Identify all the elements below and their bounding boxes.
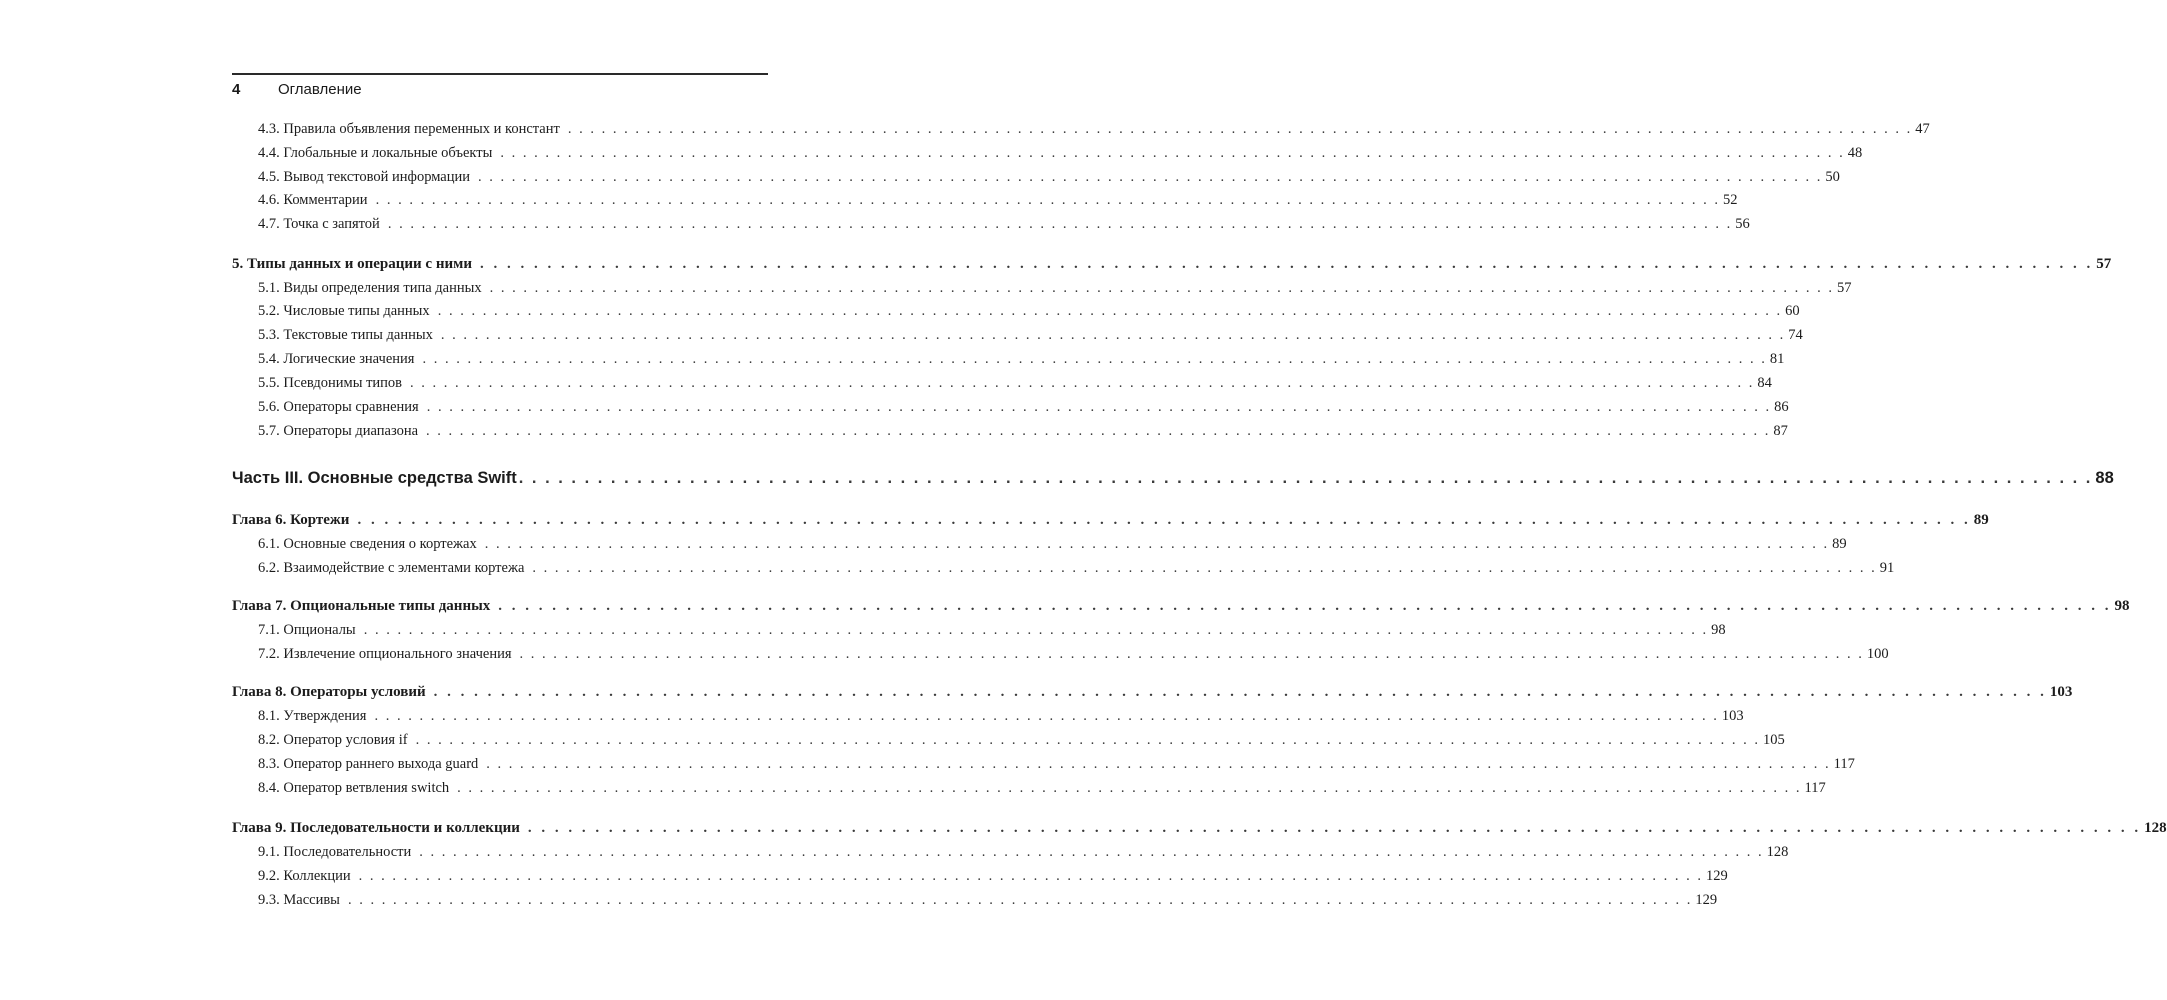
dot-leader: . . . . . . . . . . . . . . . . . . . . . . . . . . . . . . . . . . . . . . . . . . . . . . . . . . . . . . . . . . . . . . . . . . . . . . . . . . . . . . . . . . . . . . . . . . . . . . . . . . . . . . . . . . . . . . . . . . . . . . . . [440, 326, 1786, 343]
toc-page-number: 129 [1695, 891, 1718, 908]
dot-leader: . . . . . . . . . . . . . . . . . . . . . . . . . . . . . . . . . . . . . . . . . . . . . . . . . . . . . . . . . . . . . . . . . . . . . . . . . . . . . . . . . . . . . . . . . . . . . . . . . . . . . . . . . . . . . . . . . . . . . . . . [498, 597, 2112, 614]
toc-part-entry [232, 467, 2114, 489]
toc-entry-title: Глава 8. Операторы условий [232, 683, 426, 700]
toc-section-entry [258, 118, 1930, 140]
toc-entry-title: 6.2. Взаимодействие с элементами кортежа [258, 559, 525, 576]
toc-entry-title: 8.2. Оператор условия if [258, 731, 408, 748]
toc-page-number: 56 [1735, 215, 1750, 232]
dot-leader: . . . . . . . . . . . . . . . . . . . . . . . . . . . . . . . . . . . . . . . . . . . . . . . . . . . . . . . . . . . . . . . . . . . . . . . . . . . . . . . . . . . . . . . . . . . . . . . . . . . . . . . . . . . . . . . . . . . . . . . . [375, 191, 1720, 208]
toc-entry-title: 5.3. Текстовые типы данных [258, 326, 433, 343]
toc-entry-title: 5.5. Псевдонимы типов [258, 374, 403, 391]
toc-entry-title: 8.3. Оператор раннего выхода guard [258, 755, 479, 772]
toc-entry-title: Часть III. Основные средства Swift [232, 468, 517, 487]
toc-entry-title: 4.6. Комментарии [258, 191, 368, 208]
dot-leader: . . . . . . . . . . . . . . . . . . . . . . . . . . . . . . . . . . . . . . . . . . . . . . . . . . . . . . . . . . . . . . . . . . . . . . . . . . . . . . . . . . . . . . . . . . . . . . . . . . . . . . . . . . . . . . . . . . . . . . . . [519, 645, 1864, 662]
dot-leader: . . . . . . . . . . . . . . . . . . . . . . . . . . . . . . . . . . . . . . . . . . . . . . . . . . . . . . . . . . . . . . . . . . . . . . . . . . . . . . . . . . . . . . . . . . . . . . . . . . . . . . . . . . . . . . . . . . . . . . . . [347, 891, 1693, 908]
toc-page-number: 91 [1879, 559, 1895, 576]
dot-leader: . . . . . . . . . . . . . . . . . . . . . . . . . . . . . . . . . . . . . . . . . . . . . . . . . . . . . . . . . . . . . . . . . . . . . . . . . . . . . . . . . . . . . . . . . . . . . . . . . . . . . . . . . . . . . . . . . . . . . . . . [532, 559, 1877, 576]
dot-leader: . . . . . . . . . . . . . . . . . . . . . . . . . . . . . . . . . . . . . . . . . . . . . . . . . . . . . . . . . . . . . . . . . . . . . . . . . . . . . . . . . . . . . . . . . . . . . . . . . . . . . . . . . . . . . . . . . . . . . . . . [457, 779, 1802, 796]
toc-page-number: 98 [1711, 621, 1726, 638]
toc-chapter-entry [232, 681, 2073, 703]
toc-page-number: 98 [2114, 597, 2130, 614]
toc-section-entry [258, 372, 1772, 394]
toc-chapter-entry [232, 817, 2167, 839]
toc-entry-title: 7.1. Опционалы [258, 621, 356, 638]
toc-page-number: 103 [2049, 683, 2073, 700]
toc-section-entry [258, 213, 1750, 235]
toc-page-number: 128 [2144, 819, 2167, 836]
toc-section-entry [258, 277, 1852, 299]
dot-leader: . . . . . . . . . . . . . . . . . . . . . . . . . . . . . . . . . . . . . . . . . . . . . . . . . . . . . . . . . . . . . . . . . . . . . . . . . . . . . . . . . . . . . . . . . . . . . . . . . . . . . . . . . . . . . . . . . . . . . . . . [357, 511, 1971, 528]
toc-chapter-entry [232, 595, 2130, 617]
toc-entry-title: 8.1. Утверждения [258, 707, 367, 724]
running-title: Оглавление [278, 80, 362, 98]
toc-page-number: 103 [1721, 707, 1744, 724]
toc-section-entry [258, 142, 1863, 164]
toc-entry-title: Глава 7. Опциональные типы данных [232, 597, 491, 614]
toc-section-entry [258, 533, 1847, 555]
toc-entry-title: 5.1. Виды определения типа данных [258, 279, 482, 296]
toc-entry-title: 9.2. Коллекции [258, 867, 351, 884]
toc-entry-title: 7.2. Извлечение опционального значения [258, 645, 512, 662]
toc-entry-title: 5.6. Операторы сравнения [258, 398, 419, 415]
toc-page-number: 117 [1833, 755, 1855, 772]
dot-leader: . . . . . . . . . . . . . . . . . . . . . . . . . . . . . . . . . . . . . . . . . . . . . . . . . . . . . . . . . . . . . . . . . . . . . . . . . . . . . . . . . . . . . . . . . . . . . . . . . . . . . . . . . . . . . . . . . . . . . . . . [484, 535, 1830, 552]
toc-entry-title: 9.3. Массивы [258, 891, 340, 908]
dot-leader: . . . . . . . . . . . . . . . . . . . . . . . . . . . . . . . . . . . . . . . . . . . . . . . . . . . . . . . . . . . . . . . . . . . . . . . . . . . . . . . . . . . . . . . . . . . . . . . . . . . . . . . . . . . . . . . . . . . . . . . . [479, 255, 2094, 272]
toc-section-entry [258, 889, 1718, 911]
toc-page-number: 60 [1785, 302, 1800, 319]
toc-section-entry [258, 348, 1785, 370]
toc-page-number: 52 [1722, 191, 1738, 208]
toc-page-number: 57 [2096, 255, 2112, 272]
toc-entry-title: 9.1. Последовательности [258, 843, 412, 860]
toc-entry-title: 6.1. Основные сведения о кортежах [258, 535, 477, 552]
dot-leader: . . . . . . . . . . . . . . . . . . . . . . . . . . . . . . . . . . . . . . . . . . . . . . . . . . . . . . . . . . . . . . . . . . . . . . . . . . . . . . . . . . . . . . . . . . . . . . . . . . . . . . . . . . . . . . . . . . . . . . . . [437, 302, 1783, 319]
toc-section-entry [258, 619, 1726, 641]
toc-page-number: 87 [1773, 422, 1788, 439]
toc-page-number: 57 [1836, 279, 1852, 296]
toc-page-number: 81 [1769, 350, 1785, 367]
dot-leader: . . . . . . . . . . . . . . . . . . . . . . . . . . . . . . . . . . . . . . . . . . . . . . . . . . . . . . . . . . . . . . . . . . . . . . . . . . . . . . . . . . . . . . . . . . . . . . . . . . . . . . . . . . . . . . . . . . . . . . . . [478, 168, 1823, 185]
dot-leader: . . . . . . . . . . . . . . . . . . . . . . . . . . . . . . . . . . . . . . . . . . . . . . . . . . . . . . . . . . . . . . . . . . . . . . . . . . . . . . . . . . . . . . . . . . . . . . . . . . . . . . . . . . . . . . . . . . . . . . . . [419, 843, 1764, 860]
toc-section-entry [258, 753, 1855, 775]
toc-entry-title: Глава 9. Последовательности и коллекции [232, 819, 520, 836]
toc-section-entry [258, 865, 1728, 887]
toc-page-number: 88 [2095, 468, 2114, 487]
toc-section-entry [258, 396, 1789, 418]
toc-section-entry [258, 420, 1788, 442]
toc-chapter-entry [232, 253, 2112, 275]
toc-section-entry [258, 841, 1789, 863]
toc-section-entry [258, 729, 1785, 751]
toc-section-entry [258, 300, 1800, 322]
toc-page-number: 84 [1757, 374, 1772, 391]
toc-entry-title: 4.7. Точка с запятой [258, 215, 380, 232]
toc-section-entry [258, 643, 1889, 665]
toc-entry-title: 5.7. Операторы диапазона [258, 422, 419, 439]
toc-entry-title: 5.4. Логические значения [258, 350, 415, 367]
toc-entry-title: 4.5. Вывод текстовой информации [258, 168, 471, 185]
toc-section-entry [258, 189, 1738, 211]
dot-leader: . . . . . . . . . . . . . . . . . . . . . . . . . . . . . . . . . . . . . . . . . . . . . . . . . . . . . . . . . . . . . . . . . . . . . . . . . . . . . . . . . . . . . . . . . . . . . . . . . . . . . . . . . . . . . . . . . . . . . . . . [426, 398, 1772, 415]
toc-entry-title: 8.4. Оператор ветвления switch [258, 779, 450, 796]
toc-entry-title: 5. Типы данных и операции с ними [232, 255, 472, 272]
toc-entry-title: 4.4. Глобальные и локальные объекты [258, 144, 493, 161]
dot-leader: . . . . . . . . . . . . . . . . . . . . . . . . . . . . . . . . . . . . . . . . . . . . . . . . . . . . . . . . . . . . . . . . . . . . . . . . . . . . . . . . . . . . . . . . . . . . . . . . . . . . . . . . . . . . . . . . . . . . . . . . [358, 867, 1703, 884]
toc-entry-title: 4.3. Правила объявления переменных и констант [258, 120, 560, 137]
dot-leader: . . . . . . . . . . . . . . . . . . . . . . . . . . . . . . . . . . . . . . . . . . . . . . . . . . . . . . . . . . . . . . . . . . . . . . . . . . . . . . . . . . . . . . . . . . . . . . . . . . . . . . . . . . . . . . . . . . . . . . . . [422, 350, 1767, 367]
dot-leader: . . . . . . . . . . . . . . . . . . . . . . . . . . . . . . . . . . . . . . . . . . . . . . . . . . . . . . . . . . . . . . . . . . . . . . . . . . . . . . . . . . . . . . . . . . . . . . . . . . . . . . . . . . . . . . . . . . . . . . . . [426, 422, 1771, 439]
toc-page-number: 48 [1847, 144, 1863, 161]
toc-entry-title: Глава 6. Кортежи [232, 511, 350, 528]
toc-entry-title: 5.2. Числовые типы данных [258, 302, 430, 319]
dot-leader: . . . . . . . . . . . . . . . . . . . . . . . . . . . . . . . . . . . . . . . . . . . . . . . . . . . . . . . . . . . . . . . . . . . . . . . . . . . . . . . . . . . . . . . . . . . . . . . . . . . . . . . . . . . . . . . . . . . . . . . . [500, 144, 1845, 161]
toc-page-number: 89 [1973, 511, 1989, 528]
toc-page-number: 50 [1825, 168, 1840, 185]
toc-page-number: 89 [1832, 535, 1847, 552]
toc-page-number: 117 [1804, 779, 1826, 796]
toc-section-entry [258, 705, 1744, 727]
toc-page-number: 47 [1915, 120, 1930, 137]
page-number: 4 [232, 80, 241, 98]
dot-leader: . . . . . . . . . . . . . . . . . . . . . . . . . . . . . . . . . . . . . . . . . . . . . . . . . . . . . . . . . . . . . . . . . . . . . . . . . . . . . . . . . . . . . . . . . . . . . . . . . . . . . . . . . . . . . . . . . . . . . . . . [363, 621, 1709, 638]
dot-leader: . . . . . . . . . . . . . . . . . . . . . . . . . . . . . . . . . . . . . . . . . . . . . . . . . . . . . . . . . . . . . . . . . . . . . . . . . . . . . . . . . . . . . . . . . . . . . . . . . . . . . . . . . . . . . . . . . . . . . . . . [374, 707, 1719, 724]
dot-leader: . . . . . . . . . . . . . . . . . . . . . . . . . . . . . . . . . . . . . . . . . . . . . . . . . . . . . . . . . . . . . . . . . . . . . . . . . . . . . . . . . . . . . . . . . . . . . . . . . . . . . . . . . . . . . . . . . . . . . . . . [387, 215, 1733, 232]
toc-section-entry [258, 324, 1803, 346]
dot-leader: . . . . . . . . . . . . . . . . . . . . . . . . . . . . . . . . . . . . . . . . . . . . . . . . . . . . . . . . . . . . . . . . . . . . . . . . . . . . . . . . . . . . . . . . . . . . . . . . . . . . . . . . . . . . . . . . . . . . . . . . [433, 683, 2047, 700]
toc-section-entry [258, 166, 1840, 188]
toc-chapter-entry [232, 509, 1989, 531]
toc-section-entry [258, 777, 1826, 799]
toc-page-number: 74 [1788, 326, 1803, 343]
dot-leader: . . . . . . . . . . . . . . . . . . . . . . . . . . . . . . . . . . . . . . . . . . . . . . . . . . . . . . . . . . . . . . . . . . . . . . . . . . . . . . . . . . . . . . . . . . . . . . . . . . . . . . . . . . . . . . . . . . . . . . . . [410, 374, 1755, 391]
toc-page-number: 105 [1762, 731, 1785, 748]
toc-section-entry [258, 557, 1895, 579]
dot-leader: . . . . . . . . . . . . . . . . . . . . . . . . . . . . . . . . . . . . . . . . . . . . . . . . . . . . . . . . . . . . . . . . . . . . . . . . . . . . . . . . . . . . . . . . . . . . . . . . . . . . . . . . . . . . . . . . . . . . . . . . [415, 731, 1760, 748]
dot-leader: . . . . . . . . . . . . . . . . . . . . . . . . . . . . . . . . . . . . . . . . . . . . . . . . . . . . . . . . . . . . . . . . . . . . . . . . . . . . . . . . . . . . . . . . . . . . . . . . . . . . . . . . . . . . . . . . . . . . . . . . [527, 819, 2142, 836]
dot-leader: . . . . . . . . . . . . . . . . . . . . . . . . . . . . . . . . . . . . . . . . . . . . . . . . . . . . . . . . . . . . . . . . . . . . . . . . . . . . . . . . . . . . . . . . . . . . . . . . . . . . . . . . . . . . . . . . . . . . . . . . [489, 279, 1834, 296]
dot-leader: . . . . . . . . . . . . . . . . . . . . . . . . . . . . . . . . . . . . . . . . . . . . . . . . . . . . . . . . . . . . . . . . . . . . . . . . . . . . . . . . . . . . . . . . . . . . . . . . . . . . . . . . . . . . . . . . . . . . . . . . [486, 755, 1831, 772]
toc-page-number: 128 [1766, 843, 1789, 860]
dot-leader: . . . . . . . . . . . . . . . . . . . . . . . . . . . . . . . . . . . . . . . . . . . . . . . . . . . . . . . . . . . . . . . . . . . . . . . . . . . . . . . . . . . . . . . . . . . . . . . . . . . . . . . . . . . . . . . . . . . . . . . . [567, 120, 1913, 137]
toc-page-number: 129 [1706, 867, 1728, 884]
dot-leader: . . . . . . . . . . . . . . . . . . . . . . . . . . . . . . . . . . . . . . . . . . . . . . . . . . . . . . . . . . . . . . . . . . . . . . . . . . . . . . . . . . . . . . . . . . . . . . . . . . . . . . . . . . . . . . . . . . . . . . . . [518, 468, 2093, 487]
toc-page-number: 86 [1774, 398, 1789, 415]
toc-page-number: 100 [1866, 645, 1889, 662]
